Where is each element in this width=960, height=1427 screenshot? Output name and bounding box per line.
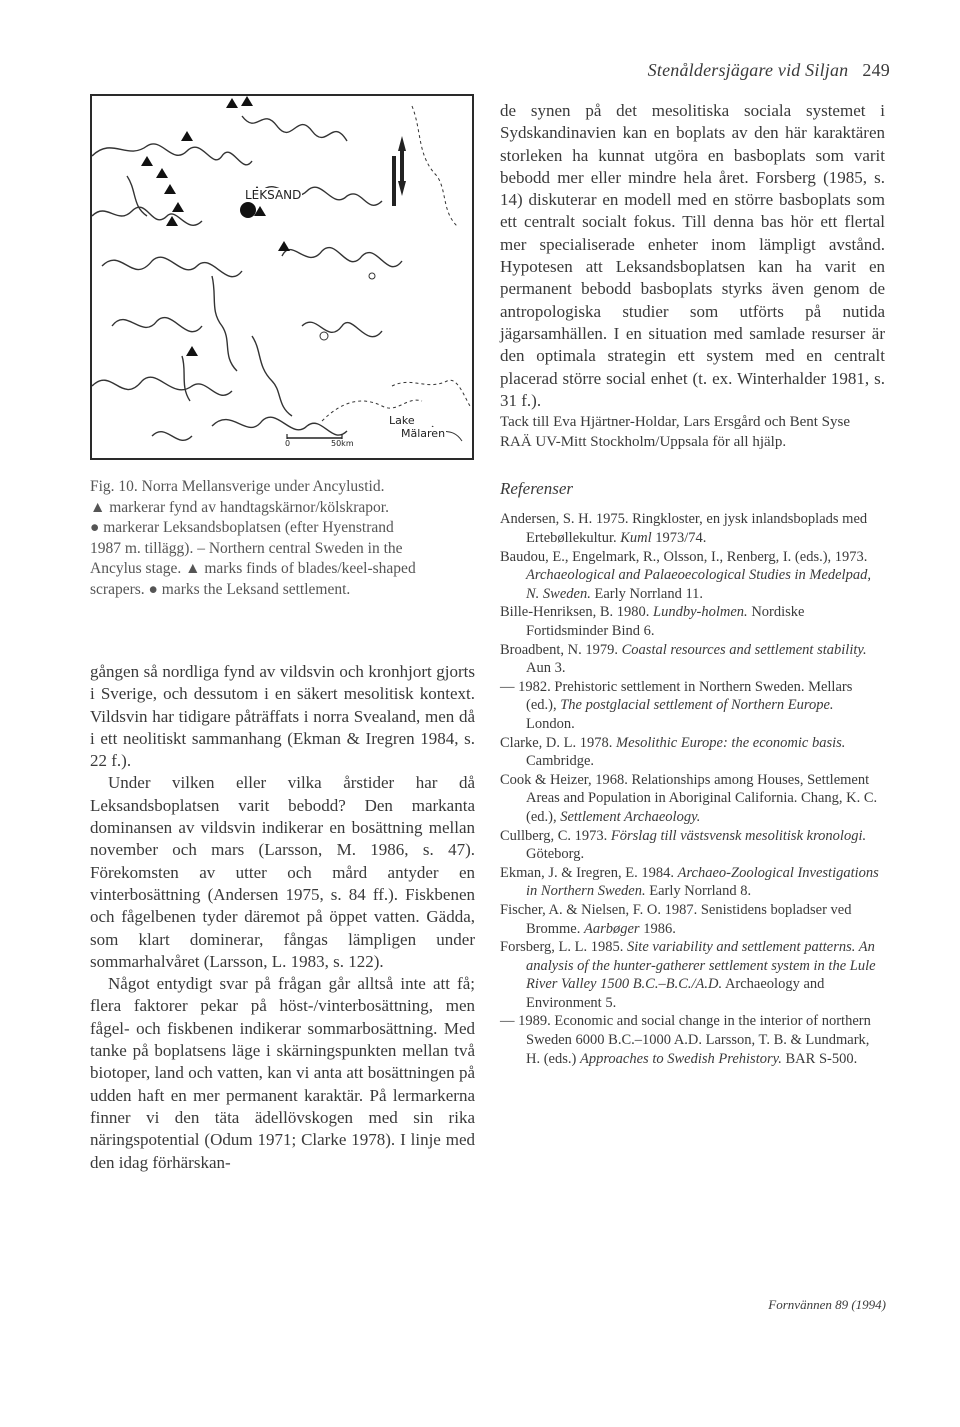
reference-text: Early Norrland 8. (645, 883, 752, 900)
right-column (500, 100, 885, 1068)
body-paragraph: gången så nordliga fynd av vildsvin och kronhjort gjorts i Sverige, och dessutom i en säkert mesolitisk kontext. Vildsvin har tidigare påträffats i norra Svealand, men då i ett neolitiskt sammanhang (Ekman & Iregren 1984, s. 22 f.). (90, 662, 475, 771)
reference-text: Bille-Henriksen, B. 1980. (500, 604, 654, 621)
left-column (90, 661, 475, 1174)
caption-line: ▲ markerar fynd av handtagskärnor/kölskrapor. (90, 498, 389, 516)
reference-title: Aarbøger (584, 920, 640, 937)
map-scale-km: 50km (331, 439, 354, 448)
reference-text: Broadbent, N. 1979. (500, 641, 622, 658)
reference-text: — 1982. Prehistoric settlement in Northern Sweden. Mellars (ed.), (500, 678, 853, 714)
references-heading: Referenser (500, 479, 574, 499)
reference-title: The postglacial settlement of Northern Europe. (560, 697, 834, 714)
reference-text: Göteborg. (526, 846, 585, 863)
figure-map (90, 94, 474, 460)
reference-text: 1986. (639, 920, 676, 937)
reference-text: Baudou, E., Engelmark, R., Olsson, I., Renberg, I. (eds.), 1973. (500, 548, 868, 565)
reference-title: Kuml (620, 530, 652, 547)
reference-title: Settlement Archaeology. (560, 808, 701, 825)
reference-text: Aun 3. (526, 660, 566, 677)
reference-entry (500, 510, 885, 547)
acknowledgement: Tack till Eva Hjärtner-Holdar, Lars Ersgård och Bent Syse RAÄ UV-Mitt Stockholm/Uppsala för all hjälp. (500, 414, 851, 451)
map-drawing (92, 96, 472, 458)
page-footer: Fornvännen 89 (1994) (768, 1297, 886, 1312)
reference-text: London. (526, 715, 575, 732)
reference-text: Cambridge. (526, 753, 595, 770)
reference-text: Cullberg, C. 1973. (500, 827, 611, 844)
reference-entry (500, 864, 885, 901)
running-head (648, 60, 890, 81)
reference-entry (500, 771, 885, 827)
reference-entry (500, 678, 885, 734)
reference-text: Ekman, J. & Iregren, E. 1984. (500, 864, 678, 881)
reference-title: Approaches to Swedish Prehistory. (579, 1050, 782, 1067)
reference-entry (500, 734, 885, 771)
reference-entry (500, 603, 885, 640)
reference-title: Coastal resources and settlement stability. (621, 641, 867, 658)
figure-caption (90, 477, 475, 600)
reference-text: — 1989. Economic and social change in the interior of northern Sweden 6000 B.C.–1000 A.D. Larsson, T. B. & Lundmark, H. (eds.) (500, 1013, 871, 1067)
reference-text: Forsberg, L. L. 1985. (500, 939, 628, 956)
body-paragraph: Under vilken eller vilka årstider har då Leksandsboplatsen varit bebodd? Den markanta dominansen av vildsvin indikerar en bosättning mellan november och mars (Larsson, M. 1986, s. 47). Förekomsten av utter och mård antyder en vinterbosättning (Andersen 1975, s. 84 ff.). Fiskbenen och fågelbenen tyder däremot på öppet vatten. Gädda, som klart dominerar, fångas lämpligen under sommarhalvåret (Larsson, L. 1983, s. 122). (90, 773, 475, 971)
reference-text: Fischer, A. & Nielsen, F. O. 1987. Senistidens bopladser ved Bromme. (500, 901, 852, 937)
map-label-lake: Lake (389, 414, 415, 427)
reference-title: Archaeological and Palaeoecological Studies in Medelpad, N. Sweden. (526, 567, 871, 602)
reference-text: Clarke, D. L. 1978. (500, 734, 616, 751)
reference-text: Early Norrland 11. (590, 585, 704, 602)
body-paragraph: de synen på det mesolitiska sociala systemet i Sydskandinavien kan en boplats av den här karaktären storleken ha kunnat utgöra en basboplats som varit bebodd mer eller mindre hela året. Forsberg (1985, s. 14) diskuterar en modell med en större basboplats som ett centralt socialt fokus. Till denna bas hör ett flertal mer specialiserade enheter inom lämpligt avstånd. Hypotesen att Leksandsboplatsen kan ha varit en permanent bebodd basboplats styrks även genom de antropologiska studier som utförts på nutida jägarsamhällen. I en situation med samlade resurser är den optimala strategin ett system med en centralt placerad större social enhet (t. ex. Winterhalder 1981, s. 31 f.). (500, 101, 885, 410)
leksand-settlement-dot (240, 202, 256, 218)
caption-line: 1987 m. tillägg). – Northern central Sweden in the (90, 539, 403, 557)
caption-line: ● markerar Leksandsboplatsen (efter Hyenstrand (90, 519, 394, 536)
reference-text: Andersen, S. H. 1975. Ringkloster, en jysk inlandsboplads med Ertebøllekultur. (500, 511, 868, 547)
running-title: Stenåldersjägare vid Siljan (647, 60, 849, 80)
reference-title: Mesolithic Europe: the economic basis. (615, 734, 846, 751)
reference-entry (500, 901, 885, 938)
reference-title: Lundby-holmen. (653, 604, 748, 621)
reference-text: BAR S-500. (781, 1050, 858, 1067)
reference-title: Archaeo-Zoological Investigations in Northern Sweden. (526, 864, 879, 900)
reference-entry (500, 1012, 885, 1068)
reference-text: 1973/74. (651, 530, 707, 547)
caption-line: Ancylus stage. ▲ marks finds of blades/keel-shaped (90, 560, 416, 577)
reference-list (500, 510, 885, 1068)
reference-entry (500, 641, 885, 678)
reference-entry (500, 548, 885, 604)
reference-entry (500, 938, 885, 1012)
map-label-malaren: Mälaren (401, 427, 446, 440)
reference-title: Site variability and settlement patterns. An analysis of the hunter-gatherer settlement system in the Lule River Valley 1500 B.C.–B.C./A.D. (526, 939, 876, 993)
page-number: 249 (862, 60, 890, 80)
reference-text: Nordiske Fortidsminder Bind 6. (526, 604, 805, 640)
reference-entry (500, 827, 885, 864)
reference-title: Förslag till västsvensk mesolitisk kronologi. (610, 827, 867, 844)
caption-line: Fig. 10. Norra Mellansverige under Ancylustid. (90, 478, 385, 495)
reference-text: Archaeology and Environment 5. (526, 976, 825, 1011)
body-paragraph: Något entydigt svar på frågan går alltså inte att få; flera faktorer pekar på höst-/vinterbosättning, men fågel- och fiskbenen indikerar sommarbosättning. Med tanke på boplatsens läge i skärningspunkten mellan två biotoper, land och vatten, kan vi anta att bosättningen på udden haft en mer permanent karaktär. På lermarkerna finner vi den täta ädellövskogen med sin rika näringspotential (Odum 1971; Clarke 1978). I linje med den idag förhärskan- (90, 974, 475, 1172)
reference-text: Cook & Heizer, 1968. Relationships among Houses, Settlement Areas and Population in Aboriginal California. Chang, K. C. (ed.), (500, 771, 878, 825)
map-label-leksand: LEKSAND (245, 188, 302, 202)
map-scale-zero: 0 (285, 439, 291, 448)
caption-line: scrapers. ● marks the Leksand settlement. (90, 580, 351, 598)
